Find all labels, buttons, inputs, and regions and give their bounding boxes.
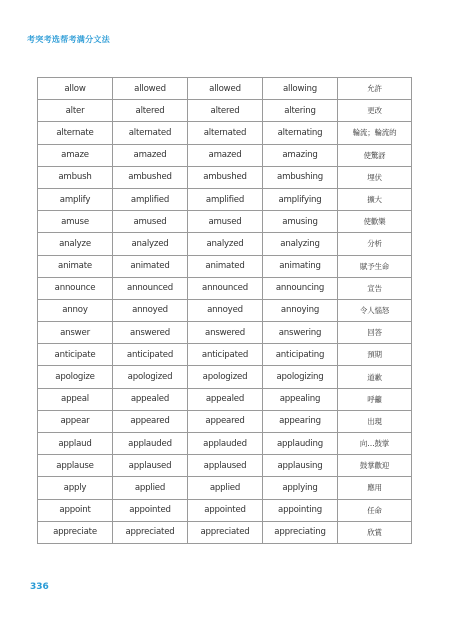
past-tense-cell: annoyed (113, 299, 188, 321)
past-participle-cell: altered (188, 100, 263, 122)
past-tense-cell: anticipated (113, 344, 188, 366)
past-participle-cell: amazed (188, 144, 263, 166)
table-row (38, 78, 412, 100)
present-participle-cell: amazing (263, 144, 338, 166)
past-participle-cell: appointed (188, 499, 263, 521)
chinese-meaning-cell: 道歉 (338, 366, 412, 388)
past-tense-cell: appreciated (113, 521, 188, 543)
past-tense-cell: animated (113, 255, 188, 277)
present-participle-cell: appearing (263, 410, 338, 432)
past-participle-cell: animated (188, 255, 263, 277)
table-row (38, 122, 412, 144)
table-row (38, 100, 412, 122)
chinese-meaning-cell: 令人惱怒 (338, 299, 412, 321)
chinese-meaning-cell: 埋伏 (338, 166, 412, 188)
base-form-cell: alter (38, 100, 113, 122)
past-tense-cell: announced (113, 277, 188, 299)
past-participle-cell: allowed (188, 78, 263, 100)
past-participle-cell: applied (188, 477, 263, 499)
table-row (38, 144, 412, 166)
base-form-cell: animate (38, 255, 113, 277)
base-form-cell: annoy (38, 299, 113, 321)
table-row (38, 188, 412, 210)
present-participle-cell: amplifying (263, 188, 338, 210)
present-participle-cell: appealing (263, 388, 338, 410)
present-participle-cell: applying (263, 477, 338, 499)
base-form-cell: amplify (38, 188, 113, 210)
chinese-meaning-cell: 擴大 (338, 188, 412, 210)
present-participle-cell: annoying (263, 299, 338, 321)
present-participle-cell: amusing (263, 211, 338, 233)
chinese-meaning-cell: 回答 (338, 322, 412, 344)
table-row (38, 499, 412, 521)
table-row (38, 344, 412, 366)
past-participle-cell: answered (188, 322, 263, 344)
past-tense-cell: allowed (113, 78, 188, 100)
table-row (38, 299, 412, 321)
chinese-meaning-cell: 應用 (338, 477, 412, 499)
chinese-meaning-cell: 使驚訝 (338, 144, 412, 166)
table-row (38, 211, 412, 233)
past-participle-cell: amplified (188, 188, 263, 210)
chinese-meaning-cell: 呼籲 (338, 388, 412, 410)
past-participle-cell: ambushed (188, 166, 263, 188)
present-participle-cell: anticipating (263, 344, 338, 366)
present-participle-cell: apologizing (263, 366, 338, 388)
past-tense-cell: answered (113, 322, 188, 344)
present-participle-cell: alternating (263, 122, 338, 144)
page-header-title: 考突考选帮考满分文法 (27, 35, 110, 44)
verb-conjugation-table (37, 77, 412, 544)
verb-table-body (38, 78, 412, 544)
table-row (38, 322, 412, 344)
past-tense-cell: altered (113, 100, 188, 122)
present-participle-cell: analyzing (263, 233, 338, 255)
past-tense-cell: appointed (113, 499, 188, 521)
present-participle-cell: applausing (263, 455, 338, 477)
chinese-meaning-cell: 賦予生命 (338, 255, 412, 277)
base-form-cell: allow (38, 78, 113, 100)
present-participle-cell: ambushing (263, 166, 338, 188)
base-form-cell: amuse (38, 211, 113, 233)
chinese-meaning-cell: 使歡樂 (338, 211, 412, 233)
table-row (38, 410, 412, 432)
base-form-cell: ambush (38, 166, 113, 188)
base-form-cell: alternate (38, 122, 113, 144)
past-tense-cell: alternated (113, 122, 188, 144)
past-tense-cell: applaused (113, 455, 188, 477)
past-participle-cell: apologized (188, 366, 263, 388)
past-participle-cell: amused (188, 211, 263, 233)
page-number: 336 (30, 582, 49, 592)
table-row (38, 166, 412, 188)
past-tense-cell: analyzed (113, 233, 188, 255)
past-tense-cell: amplified (113, 188, 188, 210)
past-participle-cell: appreciated (188, 521, 263, 543)
past-participle-cell: analyzed (188, 233, 263, 255)
table-row (38, 277, 412, 299)
past-participle-cell: appealed (188, 388, 263, 410)
base-form-cell: amaze (38, 144, 113, 166)
present-participle-cell: altering (263, 100, 338, 122)
base-form-cell: appoint (38, 499, 113, 521)
base-form-cell: applause (38, 455, 113, 477)
table-row (38, 366, 412, 388)
base-form-cell: apologize (38, 366, 113, 388)
present-participle-cell: answering (263, 322, 338, 344)
past-tense-cell: appeared (113, 410, 188, 432)
chinese-meaning-cell: 任命 (338, 499, 412, 521)
past-tense-cell: applied (113, 477, 188, 499)
present-participle-cell: appointing (263, 499, 338, 521)
table-row (38, 388, 412, 410)
base-form-cell: appreciate (38, 521, 113, 543)
base-form-cell: appear (38, 410, 113, 432)
table-row (38, 433, 412, 455)
table-row (38, 477, 412, 499)
table-row (38, 455, 412, 477)
table-row (38, 255, 412, 277)
chinese-meaning-cell: 出現 (338, 410, 412, 432)
past-participle-cell: applaused (188, 455, 263, 477)
past-tense-cell: apologized (113, 366, 188, 388)
chinese-meaning-cell: 欣賞 (338, 521, 412, 543)
past-tense-cell: applauded (113, 433, 188, 455)
base-form-cell: anticipate (38, 344, 113, 366)
past-tense-cell: amused (113, 211, 188, 233)
chinese-meaning-cell: 分析 (338, 233, 412, 255)
base-form-cell: apply (38, 477, 113, 499)
chinese-meaning-cell: 更改 (338, 100, 412, 122)
past-tense-cell: appealed (113, 388, 188, 410)
past-participle-cell: annoyed (188, 299, 263, 321)
base-form-cell: appeal (38, 388, 113, 410)
table-row (38, 233, 412, 255)
past-participle-cell: applauded (188, 433, 263, 455)
past-participle-cell: alternated (188, 122, 263, 144)
past-tense-cell: amazed (113, 144, 188, 166)
table-row (38, 521, 412, 543)
present-participle-cell: animating (263, 255, 338, 277)
chinese-meaning-cell: 向…鼓掌 (338, 433, 412, 455)
chinese-meaning-cell: 宣告 (338, 277, 412, 299)
past-participle-cell: appeared (188, 410, 263, 432)
present-participle-cell: announcing (263, 277, 338, 299)
base-form-cell: applaud (38, 433, 113, 455)
chinese-meaning-cell: 鼓掌歡迎 (338, 455, 412, 477)
chinese-meaning-cell: 允許 (338, 78, 412, 100)
base-form-cell: answer (38, 322, 113, 344)
past-participle-cell: announced (188, 277, 263, 299)
present-participle-cell: allowing (263, 78, 338, 100)
chinese-meaning-cell: 輪流；輪流的 (338, 122, 412, 144)
base-form-cell: announce (38, 277, 113, 299)
chinese-meaning-cell: 預期 (338, 344, 412, 366)
present-participle-cell: applauding (263, 433, 338, 455)
past-participle-cell: anticipated (188, 344, 263, 366)
present-participle-cell: appreciating (263, 521, 338, 543)
base-form-cell: analyze (38, 233, 113, 255)
past-tense-cell: ambushed (113, 166, 188, 188)
